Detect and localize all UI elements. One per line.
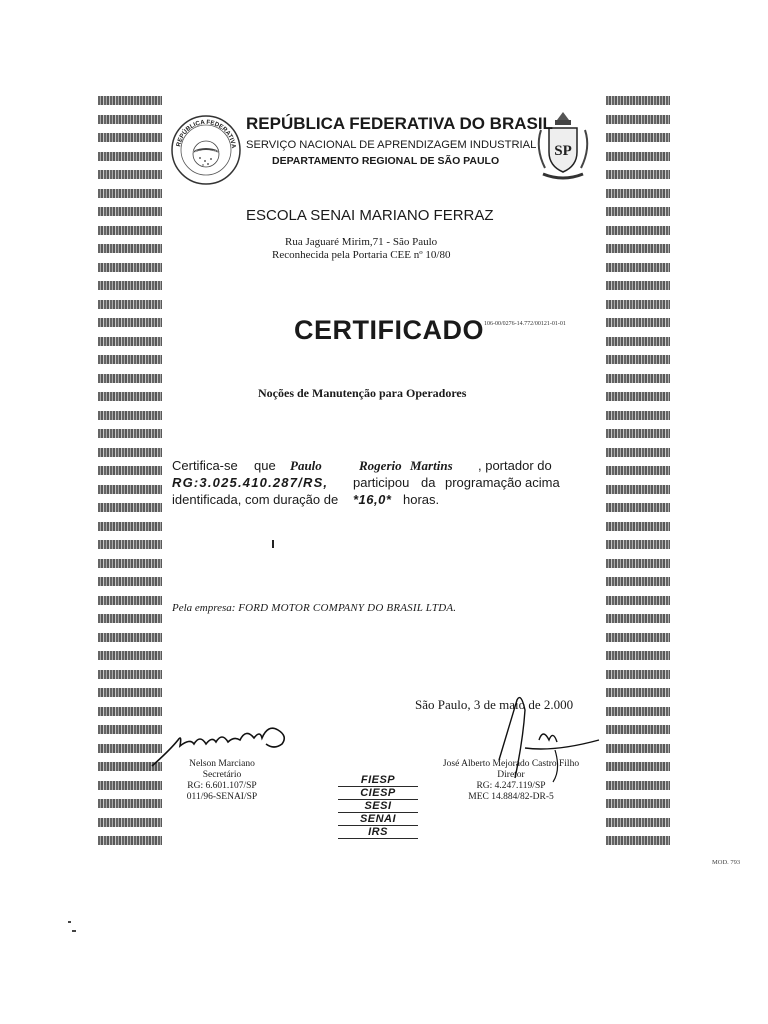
border-stripe [606, 355, 670, 364]
border-stripe [606, 189, 670, 198]
scan-mark [272, 540, 274, 548]
border-stripe [98, 559, 162, 568]
border-stripe [98, 836, 162, 845]
border-stripe [98, 614, 162, 623]
border-stripe [98, 207, 162, 216]
body-word: que [254, 458, 276, 473]
left-signatory-name: Nelson Marciano [189, 759, 255, 769]
school-address: Rua Jaguaré Mirim,71 - São Paulo [285, 236, 438, 248]
border-stripe [606, 115, 670, 124]
border-stripe [98, 300, 162, 309]
border-stripe [606, 670, 670, 679]
border-stripe [606, 559, 670, 568]
border-stripe [98, 392, 162, 401]
scan-speck [68, 921, 71, 923]
brazil-seal-icon [170, 114, 242, 186]
border-stripe [606, 522, 670, 531]
seal-right-letters: SP [554, 143, 572, 159]
border-stripe [98, 96, 162, 105]
recipient-middle-name: Rogerio [359, 458, 402, 473]
border-stripe [98, 688, 162, 697]
border-stripe [606, 503, 670, 512]
border-stripe [606, 300, 670, 309]
body-word: identificada, com duração de [172, 492, 339, 507]
border-stripe [98, 670, 162, 679]
header-department: DEPARTAMENTO REGIONAL DE SÃO PAULO [272, 155, 500, 167]
border-stripe [606, 633, 670, 642]
border-stripe [98, 540, 162, 549]
left-signatory-rg: RG: 6.601.107/SP [187, 781, 257, 791]
border-stripe [606, 744, 670, 753]
institution-logos [338, 774, 418, 839]
right-signatory [436, 759, 586, 803]
company-name: FORD MOTOR COMPANY DO BRASIL LTDA. [238, 602, 457, 614]
border-stripe [606, 688, 670, 697]
border-stripe [98, 596, 162, 605]
border-stripe [606, 540, 670, 549]
body-line-1 [172, 457, 562, 474]
border-stripe [98, 226, 162, 235]
border-stripe [98, 429, 162, 438]
border-stripe [98, 466, 162, 475]
course-name: Noções de Manutenção para Operadores [258, 386, 467, 400]
recipient-last-name: Martins [410, 458, 453, 473]
border-stripe [606, 337, 670, 346]
border-stripe [98, 115, 162, 124]
left-signatory-role: Secretário [202, 770, 242, 780]
border-stripe [606, 448, 670, 457]
border-stripe [606, 207, 670, 216]
border-stripe [606, 836, 670, 845]
border-stripe [98, 448, 162, 457]
scan-speck [72, 930, 76, 932]
logo-ciesp: CIESP [338, 787, 418, 800]
company-line [172, 602, 456, 614]
place-date: São Paulo, 3 de maio de 2.000 [415, 697, 574, 712]
border-stripe [98, 133, 162, 142]
body-word: da [421, 475, 436, 490]
recipient-first-name: Paulo [290, 458, 322, 473]
border-stripe [606, 318, 670, 327]
border-stripe [606, 429, 670, 438]
border-stripe [606, 374, 670, 383]
border-stripe [606, 818, 670, 827]
border-stripe [98, 244, 162, 253]
border-stripe [98, 781, 162, 790]
logo-fiesp: FIESP [338, 774, 418, 787]
border-stripe [98, 152, 162, 161]
border-stripe [98, 263, 162, 272]
seal-left-ring-text: REPÚBLICA FEDERATIVA [175, 118, 237, 149]
border-stripe [98, 337, 162, 346]
recipient-rg: RG:3.025.410.287/RS, [172, 475, 329, 490]
body-word: , portador do [478, 458, 552, 473]
certificate-code: 106-00/0276-14.772/00121-01-01 [484, 321, 566, 327]
border-stripe [606, 281, 670, 290]
body-word: horas. [403, 492, 440, 507]
border-stripe [606, 651, 670, 660]
border-stripe [606, 133, 670, 142]
border-stripe [606, 244, 670, 253]
company-label: Pela empresa: [172, 602, 236, 614]
border-stripe [98, 633, 162, 642]
border-stripe [606, 226, 670, 235]
logo-senai: SENAI [338, 813, 418, 826]
border-stripe [98, 818, 162, 827]
svg-text:REPÚBLICA FEDERATIVA DO BRASIL [170, 114, 237, 150]
border-stripe [98, 374, 162, 383]
certificate-body [172, 457, 562, 508]
left-signatory [162, 759, 282, 803]
border-stripe [606, 263, 670, 272]
body-line-3 [172, 491, 562, 508]
border-stripe [606, 152, 670, 161]
border-stripe [606, 170, 670, 179]
form-code: MOD. 793 [712, 859, 741, 866]
border-stripe [606, 485, 670, 494]
right-border-stripes [606, 96, 670, 856]
border-stripe [606, 725, 670, 734]
body-word: Certifica-se [172, 458, 238, 473]
border-stripe [98, 522, 162, 531]
header-service: SERVIÇO NACIONAL DE APRENDIZAGEM INDUSTRIAL [246, 139, 537, 151]
border-stripe [606, 577, 670, 586]
border-stripe [98, 503, 162, 512]
body-word: participou [353, 475, 410, 490]
border-stripe [606, 411, 670, 420]
school-recognition: Reconhecida pela Portaria CEE nº 10/80 [272, 249, 451, 261]
border-stripe [98, 318, 162, 327]
border-stripe [98, 577, 162, 586]
school-name: ESCOLA SENAI MARIANO FERRAZ [246, 207, 494, 224]
border-stripe [98, 651, 162, 660]
border-stripe [606, 781, 670, 790]
right-signatory-mec: MEC 14.884/82-DR-5 [468, 792, 554, 802]
border-stripe [98, 189, 162, 198]
border-stripe [98, 485, 162, 494]
course-hours: *16,0* [353, 492, 392, 507]
border-stripe [98, 355, 162, 364]
border-stripe [606, 466, 670, 475]
logo-sesi: SESI [338, 800, 418, 813]
border-stripe [606, 707, 670, 716]
right-signatory-rg: RG: 4.247.119/SP [476, 781, 546, 791]
border-stripe [606, 799, 670, 808]
border-stripe [98, 799, 162, 808]
border-stripe [606, 392, 670, 401]
header-republic: REPÚBLICA FEDERATIVA DO BRASIL [246, 114, 553, 133]
body-line-2 [172, 474, 562, 491]
body-word: acima [525, 475, 560, 490]
border-stripe [606, 96, 670, 105]
border-stripe [98, 281, 162, 290]
certificate-title: CERTIFICADO [294, 315, 484, 345]
border-stripe [606, 596, 670, 605]
logo-irs: IRS [338, 826, 418, 839]
border-stripe [606, 762, 670, 771]
right-signatory-role: Diretor [497, 770, 525, 780]
seal-left-band-text: ORDEM E PROGRESSO [188, 149, 224, 154]
border-stripe [98, 411, 162, 420]
right-signatory-name: José Alberto Mejorado Castro Filho [442, 759, 580, 769]
left-signatory-reg: 011/96-SENAI/SP [186, 792, 258, 802]
border-stripe [606, 614, 670, 623]
body-word: programação [445, 475, 522, 490]
border-stripe [98, 170, 162, 179]
